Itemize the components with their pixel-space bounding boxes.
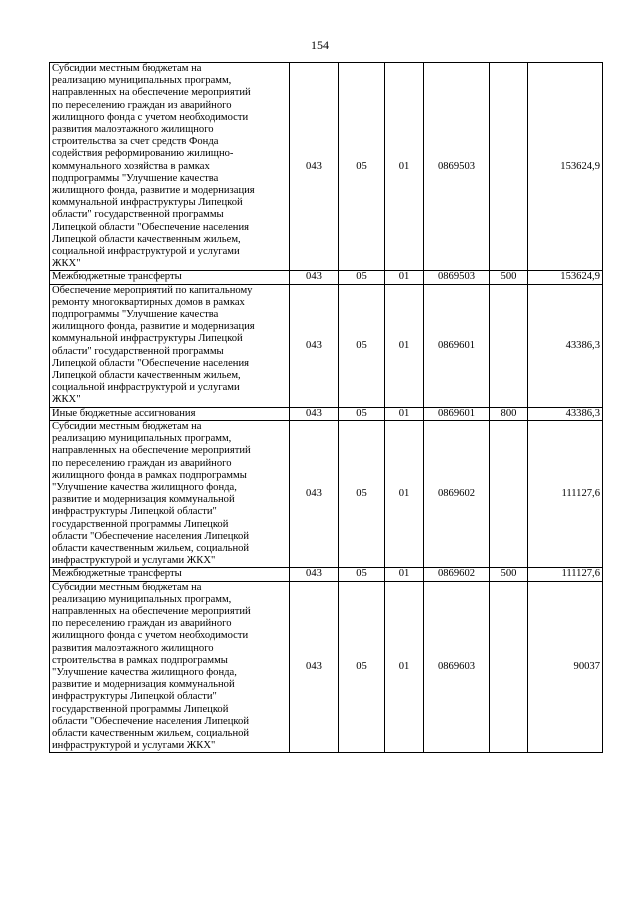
subsection-code: 01 [385, 271, 424, 284]
table-row [50, 407, 603, 420]
page-number: 154 [311, 38, 329, 52]
target-article-code: 0869503 [424, 271, 490, 284]
subsection-code: 01 [385, 568, 424, 581]
ministry-code: 043 [290, 407, 339, 420]
ministry-code: 043 [290, 568, 339, 581]
section-code: 05 [339, 420, 385, 567]
expense-type-code [490, 420, 528, 567]
target-article-code: 0869601 [424, 284, 490, 407]
target-article-code: 0869601 [424, 407, 490, 420]
amount: 43386,3 [528, 284, 603, 407]
ministry-code: 043 [290, 63, 339, 271]
ministry-code: 043 [290, 581, 339, 753]
row-description: Межбюджетные трансферты [50, 568, 290, 581]
section-code: 05 [339, 63, 385, 271]
table-row [50, 284, 603, 407]
subsection-code: 01 [385, 63, 424, 271]
expense-type-code [490, 63, 528, 271]
subsection-code: 01 [385, 407, 424, 420]
expense-type-code [490, 284, 528, 407]
section-code: 05 [339, 581, 385, 753]
row-description: Обеспечение мероприятий по капитальному ремонту многоквартирных домов в рамках подпрограммы "Улучшение качества жилищного фонда, развитие и модернизация коммунальной инфраструктуры Липецкой области" государственной программы Липецкой области "Обеспечение населения Липецкой области качественным жильем, социальной инфраструктурой и услугами ЖКХ" [50, 284, 290, 407]
table-row [50, 63, 603, 271]
table-row [50, 568, 603, 581]
ministry-code: 043 [290, 420, 339, 567]
amount: 111127,6 [528, 420, 603, 567]
subsection-code: 01 [385, 581, 424, 753]
section-code: 05 [339, 568, 385, 581]
table-row [50, 271, 603, 284]
target-article-code: 0869602 [424, 420, 490, 567]
target-article-code: 0869602 [424, 568, 490, 581]
subsection-code: 01 [385, 284, 424, 407]
amount: 111127,6 [528, 568, 603, 581]
target-article-code: 0869603 [424, 581, 490, 753]
expense-type-code: 500 [490, 271, 528, 284]
row-description: Субсидии местным бюджетам на реализацию муниципальных программ, направленных на обеспечение мероприятий по переселению граждан из аварийного жилищного фонда в рамках подпрограммы "Улучшение качества жилищного фонда, развитие и модернизация коммунальной инфраструктуры Липецкой области" государственной программы Липецкой области "Обеспечение населения Липецкой области качественным жильем, социальной инфраструктурой и услугами ЖКХ" [50, 420, 290, 567]
ministry-code: 043 [290, 271, 339, 284]
amount: 90037 [528, 581, 603, 753]
expense-type-code [490, 581, 528, 753]
expense-type-code: 800 [490, 407, 528, 420]
target-article-code: 0869503 [424, 63, 490, 271]
table-row [50, 581, 603, 753]
subsection-code: 01 [385, 420, 424, 567]
section-code: 05 [339, 284, 385, 407]
row-description: Субсидии местным бюджетам на реализацию муниципальных программ, направленных на обеспечение мероприятий по переселению граждан из аварийного жилищного фонда с учетом необходимости развития малоэтажного жилищного строительства в рамках подпрограммы "Улучшение качества жилищного фонда, развитие и модернизация коммунальной инфраструктуры Липецкой области" государственной программы Липецкой области "Обеспечение населения Липецкой области качественным жильем, социальной инфраструктурой и услугами ЖКХ" [50, 581, 290, 753]
budget-table [49, 62, 603, 753]
amount: 43386,3 [528, 407, 603, 420]
row-description: Иные бюджетные ассигнования [50, 407, 290, 420]
ministry-code: 043 [290, 284, 339, 407]
table-row [50, 420, 603, 567]
amount: 153624,9 [528, 63, 603, 271]
amount: 153624,9 [528, 271, 603, 284]
row-description: Субсидии местным бюджетам на реализацию муниципальных программ, направленных на обеспечение мероприятий по переселению граждан из аварийного жилищного фонда с учетом необходимости развития малоэтажного жилищного строительства за счет средств Фонда содействия реформированию жилищно- коммунального хозяйства в рамках подпрограммы "Улучшение качества жилищного фонда, развитие и модернизация коммунальной инфраструктуры Липецкой области" государственной программы Липецкой области "Обеспечение населения Липецкой области качественным жильем, социальной инфраструктурой и услугами ЖКХ" [50, 63, 290, 271]
row-description: Межбюджетные трансферты [50, 271, 290, 284]
section-code: 05 [339, 271, 385, 284]
expense-type-code: 500 [490, 568, 528, 581]
section-code: 05 [339, 407, 385, 420]
